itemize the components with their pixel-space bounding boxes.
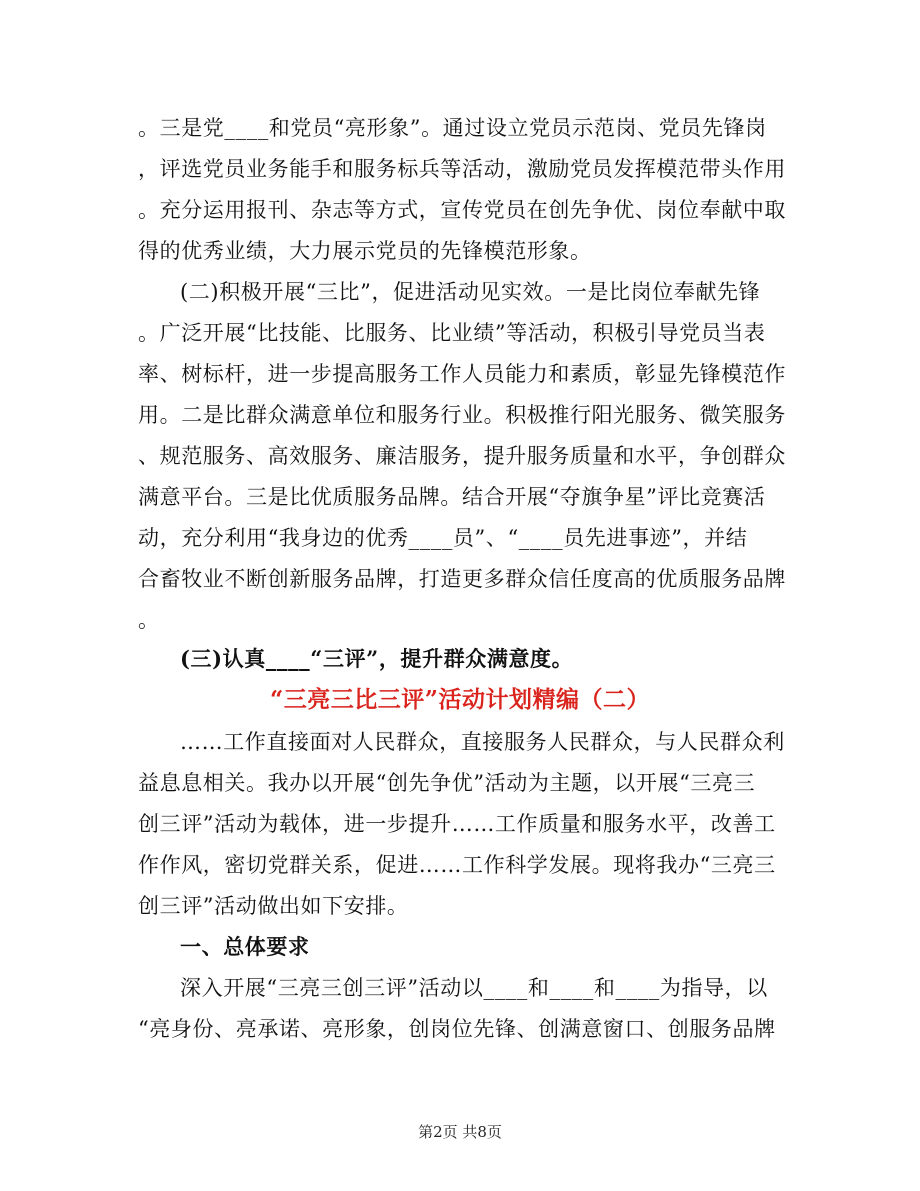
body-line: 。充分运用报刊、杂志等方式，宣传党员在创先争优、岗位奉献中取 — [138, 198, 786, 222]
body-line: 作作风，密切党群关系，促进……工作科学发展。现将我办“三亮三 — [138, 853, 776, 877]
body-line: ，评选党员业务能手和服务标兵等活动，激励党员发挥模范带头作用 — [138, 157, 786, 181]
section-title: “三亮三比三评”活动计划精编（二） — [270, 686, 650, 713]
body-line: 创三评”活动为载体，进一步提升……工作质量和服务水平，改善工 — [138, 812, 776, 836]
paragraph-start: ……工作直接面对人民群众，直接服务人民群众，与人民群众利 — [180, 730, 785, 754]
body-line: 。 — [138, 608, 160, 632]
body-line: 动，充分利用“我身边的优秀____员”、“____员先进事迹”，并结 — [138, 526, 748, 550]
body-line: 、规范服务、高效服务、廉洁服务，提升服务质量和水平，争创群众 — [138, 444, 786, 468]
heading-general-requirements: 一、总体要求 — [180, 934, 310, 959]
body-line: 得的优秀业绩，大力展示党员的先锋模范形象。 — [138, 239, 592, 263]
body-line: 用。二是比群众满意单位和服务行业。积极推行阳光服务、微笑服务 — [138, 403, 786, 427]
body-line: 。广泛开展“比技能、比服务、比业绩”等活动，积极引导党员当表 — [138, 321, 766, 345]
body-line: 创三评”活动做出如下安排。 — [138, 894, 409, 918]
body-line: 益息息相关。我办以开展“创先争优”活动为主题，以开展“三亮三 — [138, 771, 756, 795]
body-line: “亮身份、亮承诺、亮形象，创岗位先锋、创满意窗口、创服务品牌 — [138, 1017, 776, 1041]
body-line: 满意平台。三是比优质服务品牌。结合开展“夺旗争星”评比竞赛活 — [138, 485, 766, 509]
paragraph-start: 深入开展“三亮三创三评”活动以____和____和____为指导，以 — [180, 976, 768, 1000]
body-line: 合畜牧业不断创新服务品牌，打造更多群众信任度高的优质服务品牌 — [138, 567, 786, 591]
page-number: 第2页 共8页 — [418, 1123, 502, 1141]
paragraph-start: (二)积极开展“三比”，促进活动见实效。一是比岗位奉献先锋 — [180, 280, 761, 304]
subheading: (三)认真____“三评”，提升群众满意度。 — [180, 646, 574, 671]
body-line: 率、树标杆，进一步提高服务工作人员能力和素质，彰显先锋模范作 — [138, 362, 786, 386]
body-line: 。三是党____和党员“亮形象”。通过设立党员示范岗、党员先锋岗 — [138, 116, 767, 140]
